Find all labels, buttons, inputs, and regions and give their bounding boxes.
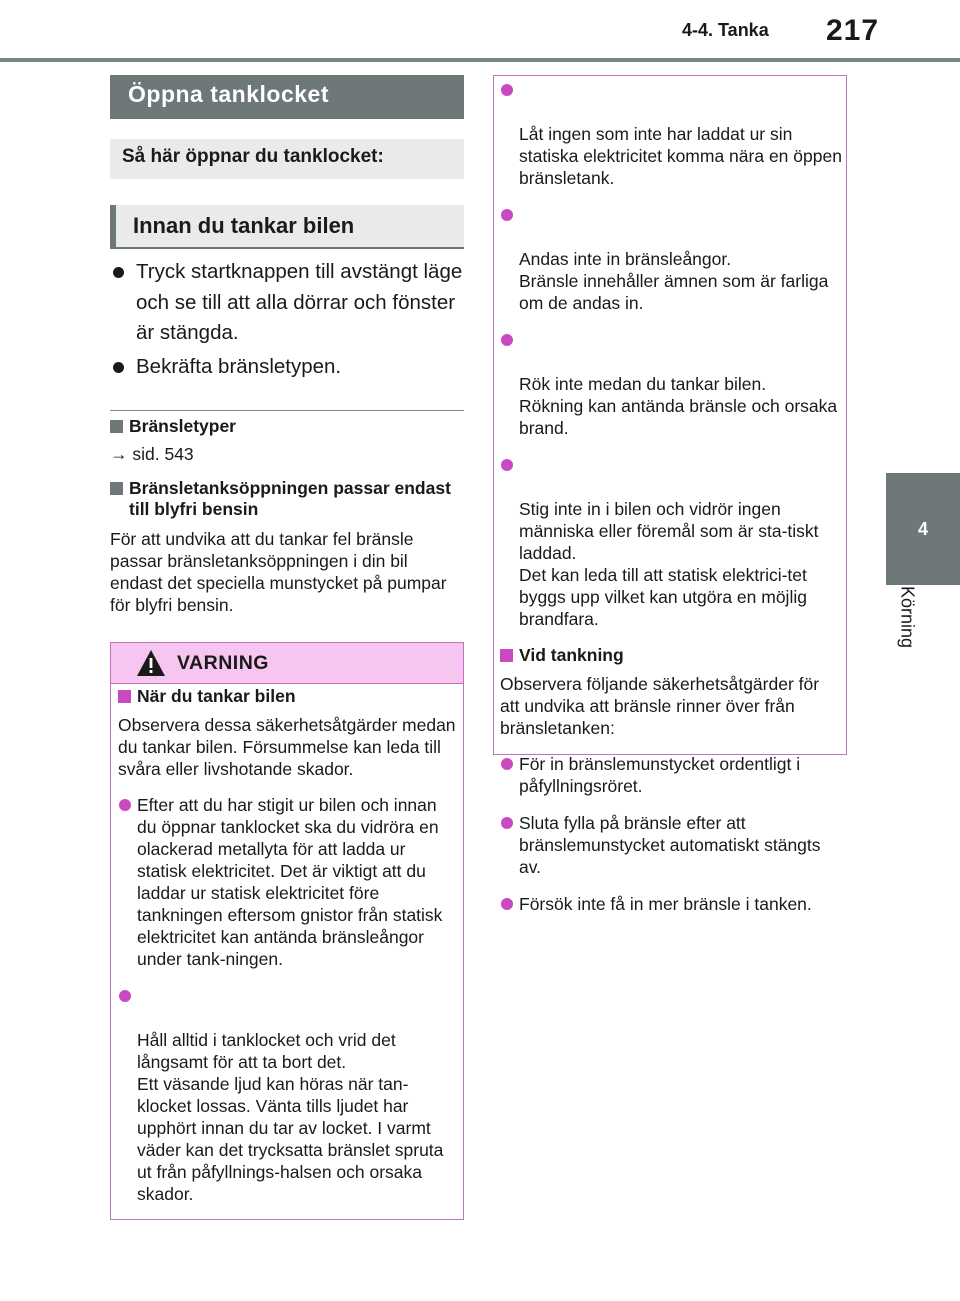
list-item <box>110 352 470 383</box>
unleaded-block <box>110 478 464 616</box>
arrow-right-icon: → <box>110 444 133 464</box>
list-item-text: Andas inte in bränsleångor. Bränsle innehåller ämnen som är farliga om de andas in. <box>519 249 829 313</box>
refuel-heading <box>500 645 842 666</box>
list-item <box>500 79 842 189</box>
bullet-icon <box>501 209 513 221</box>
subsection-heading: Innan du tankar bilen <box>110 205 464 249</box>
list-item-text: Håll alltid i tanklocket och vrid det långsamt för att ta bort det. Ett väsande ljud kan höras när tan-klocket lossas. Vänta tills ljudet har upphört innan du tar av locket. I varmt väder kan det trycksatta bränslet spruta ut från påfyllnings-halsen och orsaka skador. <box>137 1030 444 1204</box>
bullet-icon <box>501 817 513 829</box>
list-item-text: Försök inte få in mer bränsle i tanken. <box>519 894 812 914</box>
list-item <box>500 812 842 878</box>
refuel-list <box>500 753 842 915</box>
bullet-icon <box>113 362 124 373</box>
heading-text: När du tankar bilen <box>137 686 296 706</box>
warning-continued-box <box>493 75 847 914</box>
bullet-icon <box>119 799 131 811</box>
list-item <box>118 985 458 1205</box>
unleaded-text: För att undvika att du tankar fel bränsle passar bränsletanksöppningen i din bil endast det speciella munstycket på pumpar för blyfri bensin. <box>110 529 447 615</box>
list-item <box>500 329 842 439</box>
warning-box <box>110 642 464 1220</box>
divider <box>110 410 464 411</box>
square-bullet-icon <box>110 420 123 433</box>
page-number: 217 <box>826 14 880 47</box>
header-divider <box>0 58 960 62</box>
warning-intro: Observera dessa säkerhetsåtgärder medan du tankar bilen. Försummelse kan leda till svåra eller livshotande skador. <box>118 715 456 779</box>
list-item <box>500 753 842 797</box>
list-item-text: Stig inte in i bilen och vidrör ingen människa eller föremål som är sta-tiskt laddad. Det kan leda till att statisk elektrici-tet byggs upp vilket kan utgöra en möjlig brandfara. <box>519 499 819 629</box>
section-label: 4-4. Tanka <box>682 20 769 40</box>
bullet-icon <box>113 267 124 278</box>
fuel-types-heading <box>110 416 464 437</box>
warning-list <box>118 794 458 1205</box>
refuel-intro: Observera följande säkerhetsåtgärder för att undvika att bränsle rinner över från bränsletanken: <box>500 674 820 738</box>
list-item <box>500 893 842 915</box>
heading-text: Vid tankning <box>519 645 624 665</box>
reference-text: sid. 543 <box>132 444 194 464</box>
warning-label: VARNING <box>177 652 269 674</box>
list-item <box>110 257 470 349</box>
list-item <box>500 204 842 314</box>
warning-triangle-icon <box>135 648 167 678</box>
square-bullet-icon <box>118 690 131 703</box>
list-item-text: Bekräfta bränsletypen. <box>136 354 342 378</box>
fuel-types-block <box>110 416 464 437</box>
chapter-label: Körning <box>897 586 918 649</box>
heading-text: Bränsletyper <box>129 416 236 436</box>
list-item-text: Rök inte medan du tankar bilen. Rökning kan antända bränsle och orsaka brand. <box>519 374 838 438</box>
list-item-text: Efter att du har stigit ur bilen och innan du öppnar tanklocket ska du vidröra en olackerad metallyta för att ladda ur statisk elektricitet. Det är viktigt att du laddar ur statisk elektricitet före tankningen eftersom gnistor från statisk elektricitet kan antända bränsleångor under tank-ningen. <box>137 795 443 969</box>
bullet-icon <box>501 758 513 770</box>
section-subtitle: Så här öppnar du tanklocket: <box>110 139 464 179</box>
list-item-text: Låt ingen som inte har laddat ur sin statiska elektricitet komma nära en öppen bränsletank. <box>519 124 842 188</box>
list-item <box>118 794 458 970</box>
list-item-text: Sluta fylla på bränsle efter att bränslemunstycket automatiskt stängts av. <box>519 813 821 877</box>
warning-content <box>118 686 458 1220</box>
square-bullet-icon <box>500 649 513 662</box>
list-item-text: Tryck startknappen till avstängt läge och se till att alla dörrar och fönster är stängda. <box>136 260 463 344</box>
unleaded-heading <box>110 478 464 520</box>
list-item-text: För in bränslemunstycket ordentligt i påfyllningsröret. <box>519 754 801 796</box>
bullet-icon <box>119 990 131 1002</box>
bullet-icon <box>501 84 513 96</box>
bullet-icon <box>501 459 513 471</box>
section-title: Öppna tanklocket <box>110 75 464 119</box>
warning-header <box>111 643 463 684</box>
square-bullet-icon <box>110 482 123 495</box>
bullet-icon <box>501 334 513 346</box>
list-item <box>500 454 842 630</box>
chapter-tab: 4 <box>886 473 960 585</box>
instruction-list <box>110 257 470 385</box>
heading-text: Bränsletanksöppningen passar endast till blyfri bensin <box>129 478 451 519</box>
page-reference[interactable] <box>110 444 194 465</box>
warning-continued-content <box>500 79 842 930</box>
bullet-icon <box>501 898 513 910</box>
warning-heading <box>118 686 458 707</box>
